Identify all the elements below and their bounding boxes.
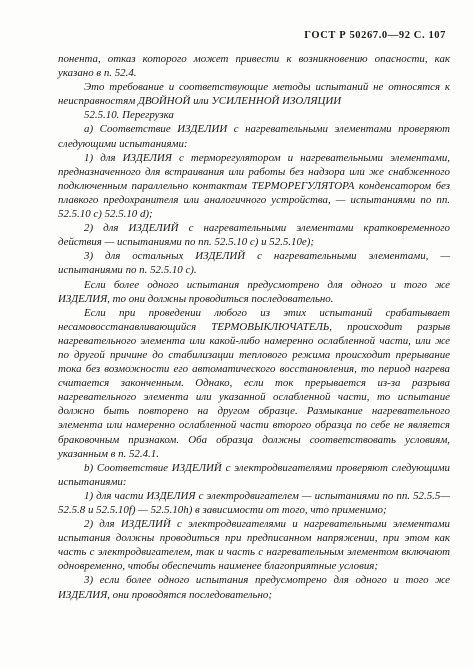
paragraph-item-b: b) Соответствие ИЗДЕЛИЙ с электродвигателями проверяют следующими испытаниями:: [58, 461, 450, 488]
paragraph-item-a-3: 3) для остальных ИЗДЕЛИЙ с нагревательными элементами, — испытаниями по п. 52.5.10 с).: [58, 250, 450, 277]
paragraph-continuation: понента, отказ которого может привести к возникновению опасности, как указано в п. 52.4.: [58, 53, 450, 80]
paragraph-item-a: а) Соответствие ИЗДЕЛИИ с нагревательными элементами проверяют следующими испытаниями:: [58, 123, 450, 150]
paragraph-item-b-1: 1) для части ИЗДЕЛИЯ с электродвигателем — испытаниями по пп. 52.5.5—52.5.8 и 52.5.10f) — 52.5.10h) в зависимости от того, что применимо;: [58, 489, 450, 516]
paragraph-item-a-2: 2) для ИЗДЕЛИЙ с нагревательными элементами кратковременного действия — испытаниями по пп. 52.5.10 с) и 52.5.10е);: [58, 222, 450, 249]
paragraph-item-b-2: 2) для ИЗДЕЛИЙ с электродвигателями и нагревательными элементами испытания должны проводиться при предписанном напряжении, при этом как часть с электродвигателем, так и часть с нагревательным элементом включают одновременно, чтобы обеспечить наименее благоприятные условия;: [58, 518, 450, 573]
paragraph-thermal-cutout: Если при проведении любого из этих испытаний срабатывает несамовосстанавливающийся ТЕРМОВЫКЛЮЧАТЕЛЬ, происходит разрыв нагревательного элемента или какой-либо намеренно ослабленной части, или же по другой причине до стабилизации теплового режима происходит прерывание тока без возможности его автоматического восстановления, то период нагрева считается законченным. Однако, если ток прерывается из-за разрыва нагревательного элемента или указанной ослабленной части, то испытание должно быть повторено на другом образце. Размыкание нагревательного элемента или намеренно ослабленной части второго образца по себе не является браковочным признаком. Оба образца должны соответствовать условиям, указанным в п. 52.4.1.: [58, 306, 450, 460]
section-heading-overload: 52.5.10. Перегрузка: [84, 109, 174, 122]
page-header: ГОСТ Р 50267.0—92 С. 107: [304, 30, 446, 41]
paragraph-sequential-tests: Если более одного испытания предусмотрено для одного и того же ИЗДЕЛИЯ, то они должны проводиться последовательно.: [58, 278, 450, 305]
paragraph-requirement-note: Это требование и соответствующие методы испытаний не относятся к неисправностям ДВОЙНОЙ или УСИЛЕННОЙ ИЗОЛЯЦИИ: [58, 81, 450, 108]
paragraph-item-a-1: 1) для ИЗДЕЛИЯ с терморегулятором и нагревательными элементами, предназначенного для встраивания или работы без надзора или же снабженного подключенным параллельно контактам ТЕРМОРЕГУЛЯТОРА конденсатором без плавкого предохранителя или аналогичного устройства, — испытаниями по пп. 52.5.10 с) 52.5.10 d);: [58, 151, 450, 221]
paragraph-item-b-3: 3) если более одного испытания предусмотрено для одного и того же ИЗДЕЛИЯ, они проводятся последовательно;: [58, 574, 450, 601]
document-body: [58, 52, 450, 602]
